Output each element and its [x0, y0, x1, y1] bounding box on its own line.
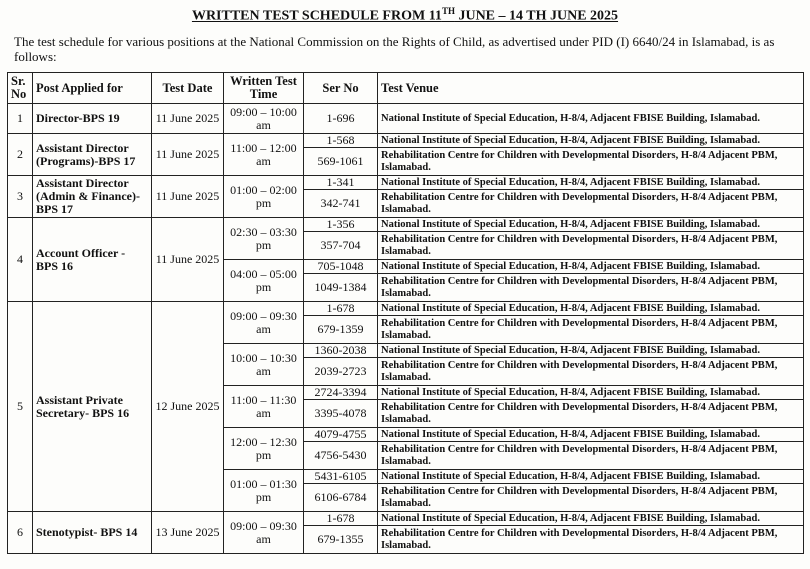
test-date-cell: 11 June 2025 — [152, 134, 224, 176]
sr-no-cell: 2 — [8, 134, 33, 176]
test-date-cell: 11 June 2025 — [152, 176, 224, 218]
ser-no-cell: 1-341 — [304, 176, 378, 190]
table-row — [8, 218, 804, 232]
ser-no-cell: 6106-6784 — [304, 484, 378, 512]
schedule-table — [7, 72, 804, 554]
post-cell: Assistant Director (Admin & Finance)-BPS 17 — [33, 176, 152, 218]
ser-no-cell: 4079-4755 — [304, 428, 378, 442]
col-header-date: Test Date — [152, 73, 224, 104]
test-time-cell: 01:00 – 02:00 pm — [224, 176, 304, 218]
test-venue-cell: Rehabilitation Centre for Children with Developmental Disorders, H-8/4 Adjacent PBM, Islamabad. — [378, 400, 804, 428]
test-time-cell: 09:00 – 10:00 am — [224, 104, 304, 134]
test-venue-cell: National Institute of Special Education, H-8/4, Adjacent FBISE Building, Islamabad. — [378, 134, 804, 148]
table-row — [8, 512, 804, 526]
sr-no-cell: 4 — [8, 218, 33, 302]
test-venue-cell: Rehabilitation Centre for Children with Developmental Disorders, H-8/4 Adjacent PBM, Islamabad. — [378, 232, 804, 260]
test-venue-cell: National Institute of Special Education, H-8/4, Adjacent FBISE Building, Islamabad. — [378, 104, 804, 134]
ser-no-cell: 357-704 — [304, 232, 378, 260]
test-venue-cell: National Institute of Special Education, H-8/4, Adjacent FBISE Building, Islamabad. — [378, 386, 804, 400]
table-row — [8, 176, 804, 190]
test-venue-cell: Rehabilitation Centre for Children with Developmental Disorders, H-8/4 Adjacent PBM, Islamabad. — [378, 358, 804, 386]
test-time-cell: 10:00 – 10:30 am — [224, 344, 304, 386]
test-date-cell: 11 June 2025 — [152, 104, 224, 134]
ser-no-cell: 4756-5430 — [304, 442, 378, 470]
test-venue-cell: Rehabilitation Centre for Children with Developmental Disorders, H-8/4 Adjacent PBM, Islamabad. — [378, 484, 804, 512]
schedule-body — [8, 104, 804, 554]
ser-no-cell: 679-1355 — [304, 526, 378, 554]
sr-no-cell: 5 — [8, 302, 33, 512]
test-venue-cell: Rehabilitation Centre for Children with Developmental Disorders, H-8/4 Adjacent PBM, Islamabad. — [378, 442, 804, 470]
test-time-cell: 04:00 – 05:00 pm — [224, 260, 304, 302]
test-date-cell: 12 June 2025 — [152, 302, 224, 512]
test-venue-cell: Rehabilitation Centre for Children with Developmental Disorders, H-8/4 Adjacent PBM, Islamabad. — [378, 190, 804, 218]
test-venue-cell: National Institute of Special Education, H-8/4, Adjacent FBISE Building, Islamabad. — [378, 302, 804, 316]
table-row — [8, 134, 804, 148]
col-header-post: Post Applied for — [33, 73, 152, 104]
ser-no-cell: 1-678 — [304, 302, 378, 316]
ser-no-cell: 1360-2038 — [304, 344, 378, 358]
test-venue-cell: Rehabilitation Centre for Children with Developmental Disorders, H-8/4 Adjacent PBM, Islamabad. — [378, 274, 804, 302]
ser-no-cell: 705-1048 — [304, 260, 378, 274]
post-cell: Account Officer - BPS 16 — [33, 218, 152, 302]
test-venue-cell: National Institute of Special Education, H-8/4, Adjacent FBISE Building, Islamabad. — [378, 344, 804, 358]
intro-paragraph: The test schedule for various positions at the National Commission on the Rights of Child, as advertised under PID (I) 6640/24 in Islamabad, is as follows: — [14, 34, 775, 64]
ser-no-cell: 2039-2723 — [304, 358, 378, 386]
test-date-cell: 13 June 2025 — [152, 512, 224, 554]
ser-no-cell: 569-1061 — [304, 148, 378, 176]
test-venue-cell: National Institute of Special Education, H-8/4, Adjacent FBISE Building, Islamabad. — [378, 176, 804, 190]
test-venue-cell: Rehabilitation Centre for Children with Developmental Disorders, H-8/4 Adjacent PBM, Islamabad. — [378, 148, 804, 176]
ser-no-cell: 1-356 — [304, 218, 378, 232]
sr-no-cell: 1 — [8, 104, 33, 134]
col-header-time: Written Test Time — [224, 73, 304, 104]
test-date-cell: 11 June 2025 — [152, 218, 224, 302]
test-time-cell: 12:00 – 12:30 pm — [224, 428, 304, 470]
post-cell: Stenotypist- BPS 14 — [33, 512, 152, 554]
ser-no-cell: 1049-1384 — [304, 274, 378, 302]
test-time-cell: 11:00 – 12:00 am — [224, 134, 304, 176]
test-venue-cell: National Institute of Special Education, H-8/4, Adjacent FBISE Building, Islamabad. — [378, 218, 804, 232]
test-time-cell: 09:00 – 09:30 am — [224, 512, 304, 554]
test-venue-cell: Rehabilitation Centre for Children with Developmental Disorders, H-8/4 Adjacent PBM, Islamabad. — [378, 526, 804, 554]
col-header-venue: Test Venue — [378, 73, 804, 104]
test-time-cell: 02:30 – 03:30 pm — [224, 218, 304, 260]
test-time-cell: 11:00 – 11:30 am — [224, 386, 304, 428]
ser-no-cell: 1-696 — [304, 104, 378, 134]
test-venue-cell: Rehabilitation Centre for Children with Developmental Disorders, H-8/4 Adjacent PBM, Islamabad. — [378, 316, 804, 344]
test-venue-cell: National Institute of Special Education, H-8/4, Adjacent FBISE Building, Islamabad. — [378, 470, 804, 484]
table-row — [8, 302, 804, 316]
ser-no-cell: 1-568 — [304, 134, 378, 148]
test-venue-cell: National Institute of Special Education, H-8/4, Adjacent FBISE Building, Islamabad. — [378, 512, 804, 526]
header-row — [8, 73, 804, 104]
test-venue-cell: National Institute of Special Education, H-8/4, Adjacent FBISE Building, Islamabad. — [378, 428, 804, 442]
post-cell: Assistant Director (Programs)-BPS 17 — [33, 134, 152, 176]
ser-no-cell: 5431-6105 — [304, 470, 378, 484]
ser-no-cell: 679-1359 — [304, 316, 378, 344]
ser-no-cell: 3395-4078 — [304, 400, 378, 428]
test-venue-cell: National Institute of Special Education, H-8/4, Adjacent FBISE Building, Islamabad. — [378, 260, 804, 274]
table-row — [8, 104, 804, 134]
test-time-cell: 09:00 – 09:30 am — [224, 302, 304, 344]
ser-no-cell: 342-741 — [304, 190, 378, 218]
test-time-cell: 01:00 – 01:30 pm — [224, 470, 304, 512]
sr-no-cell: 6 — [8, 512, 33, 554]
sr-no-cell: 3 — [8, 176, 33, 218]
post-cell: Assistant Private Secretary- BPS 16 — [33, 302, 152, 512]
ser-no-cell: 2724-3394 — [304, 386, 378, 400]
ser-no-cell: 1-678 — [304, 512, 378, 526]
page-title: WRITTEN TEST SCHEDULE FROM 11TH JUNE – 14 TH JUNE 2025 — [191, 6, 619, 24]
col-header-sr: Sr. No — [8, 73, 33, 104]
col-header-ser: Ser No — [304, 73, 378, 104]
post-cell: Director-BPS 19 — [33, 104, 152, 134]
